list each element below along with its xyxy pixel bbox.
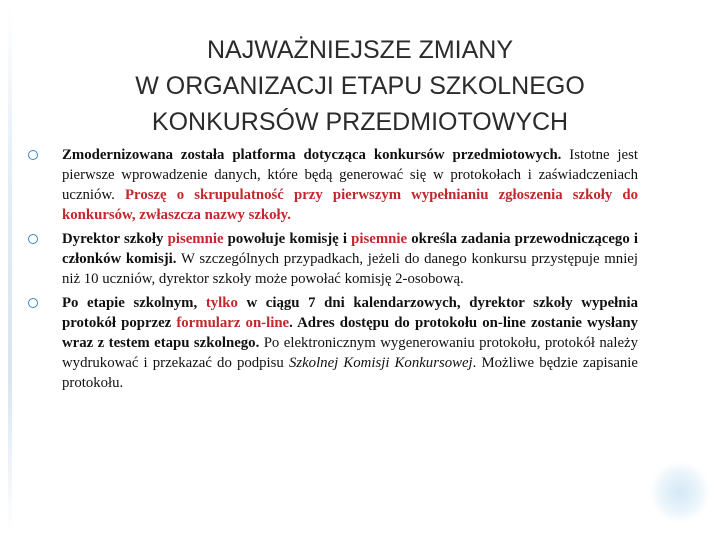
bullet-item-3 (28, 293, 638, 393)
text-run: Po elektronicznym wygenerowaniu protokołu, protokół należy wydrukować i przekazać do podpisu (62, 335, 638, 371)
text-run-italic: Szkolnej Komisji Konkursowej (288, 355, 473, 371)
circle-bullet-icon (28, 234, 38, 244)
decorative-side-line (8, 6, 12, 534)
text-run: Istotne jest pierwsze wprowadzenie danych, które będą generować się w protokołach i zaświadczeniach uczniów. (62, 147, 638, 203)
text-run: Po etapie szkolnym, (62, 295, 206, 311)
circle-bullet-icon (28, 298, 38, 308)
text-run-highlight: Proszę o skrupulatność przy pierwszym wypełnianiu zgłoszenia szkoły do konkursów, zwłaszcza nazwy szkoły. (62, 187, 638, 223)
bullet-text-1 (62, 145, 638, 225)
decorative-corner-circle (650, 462, 710, 522)
slide-title (40, 32, 680, 140)
text-run: Dyrektor szkoły (62, 231, 168, 247)
text-run: powołuje komisję i (223, 231, 352, 247)
text-run: . Adres dostępu do protokołu on-line zostanie wysłany wraz z testem etapu szkolnego. (62, 315, 638, 351)
bullet-text-2 (62, 229, 638, 289)
text-run: . Możliwe będzie zapisanie protokołu. (62, 355, 638, 391)
text-run: W szczególnych przypadkach, jeżeli do danego konkursu przystępuje mniej niż 10 uczniów, dyrektor szkoły może powołać komisję 2-osobową. (62, 251, 638, 287)
bullet-text-3 (62, 293, 638, 393)
circle-bullet-icon (28, 150, 38, 160)
text-run-highlight: pisemnie (167, 231, 224, 247)
bullet-item-1 (28, 145, 638, 225)
text-run-highlight: formularz on-line (176, 315, 290, 331)
title-line-1: NAJWAŻNIEJSZE ZMIANY (206, 36, 514, 64)
text-run: określa zadania przewodniczącego i członków komisji. (62, 231, 639, 267)
text-run: Zmodernizowana została platforma dotycząca konkursów przedmiotowych. (62, 147, 562, 163)
text-run: w ciągu 7 dni kalendarzowych, dyrektor szkoły wypełnia protokół poprzez (62, 295, 638, 331)
text-run-highlight: pisemnie (351, 231, 408, 247)
text-run-highlight: tylko (205, 295, 238, 311)
title-line-3: KONKURSÓW PRZEDMIOTOWYCH (151, 108, 569, 136)
title-line-2: W ORGANIZACJI ETAPU SZKOLNEGO (135, 72, 585, 100)
bullet-item-2 (28, 229, 638, 289)
bullet-list (28, 145, 638, 397)
